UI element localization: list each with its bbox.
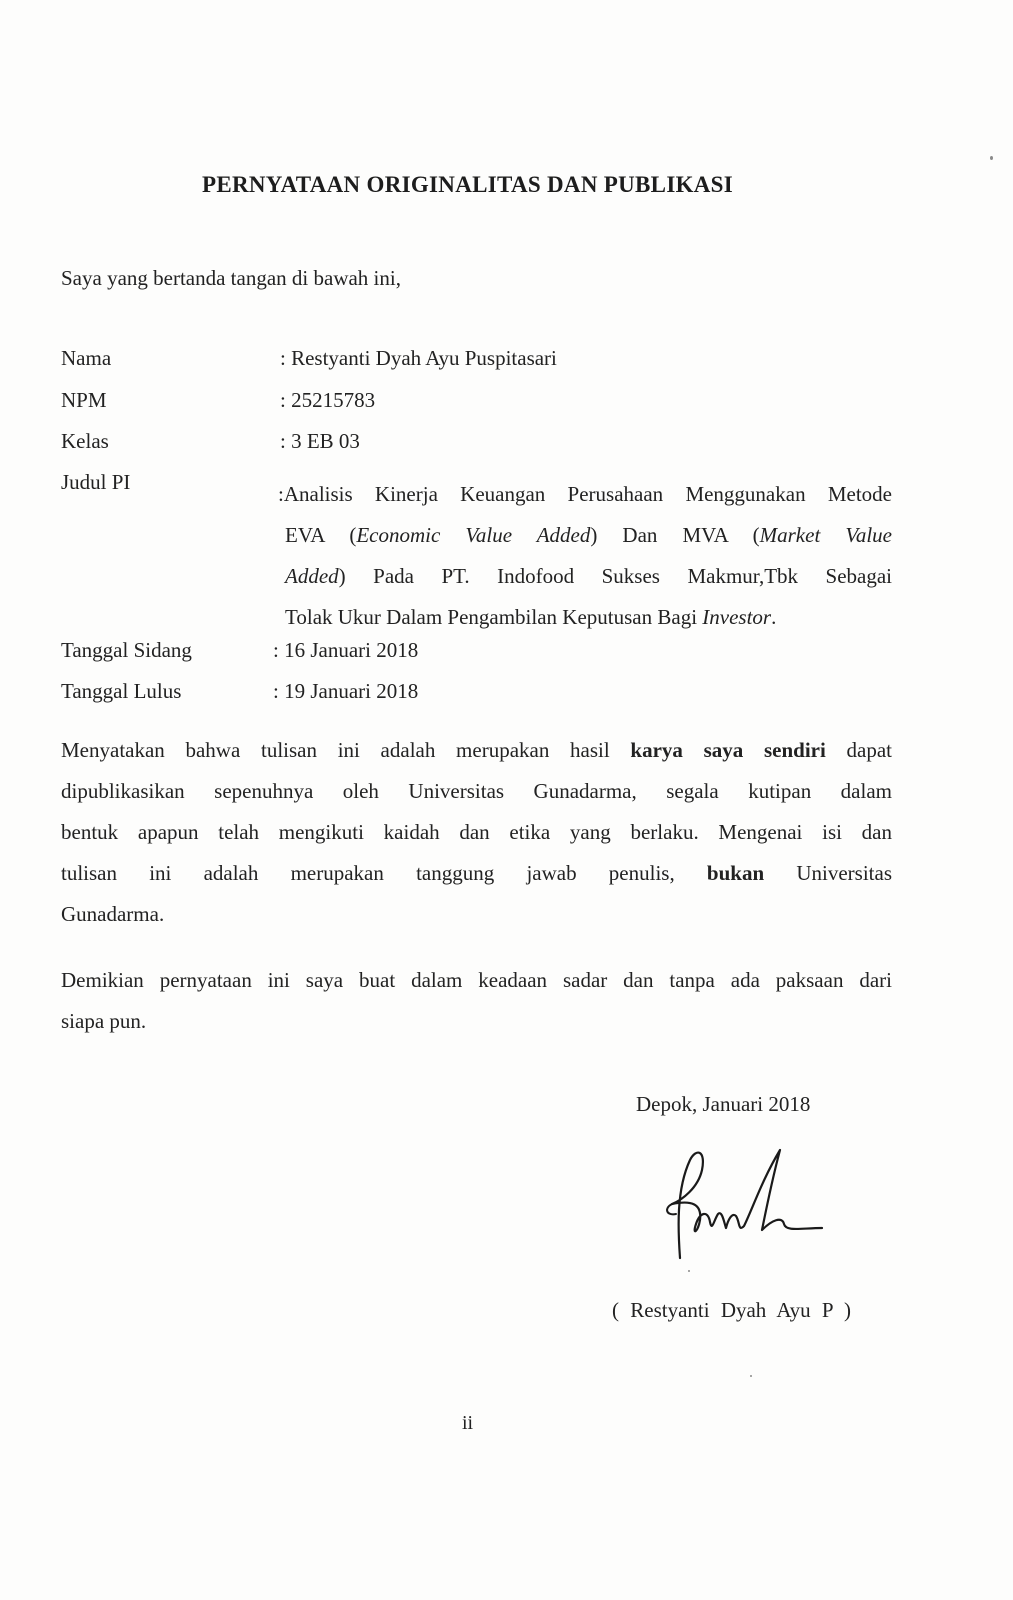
intro-text: Saya yang bertanda tangan di bawah ini,	[61, 266, 401, 290]
field-label-judul: Judul PI	[61, 470, 131, 494]
judul-line-2: EVA (Economic Value Added) Dan MVA (Market Value	[285, 523, 892, 547]
field-label-tanggal-sidang: Tanggal Sidang	[61, 638, 192, 662]
signer-name: ( Restyanti Dyah Ayu P )	[612, 1298, 852, 1322]
field-value-tanggal-lulus: : 19 Januari 2018	[273, 679, 419, 703]
closing-paragraph	[61, 960, 892, 1042]
closing-line-1: Demikian pernyataan ini saya buat dalam keadaan sadar dan tanpa ada paksaan dari	[61, 968, 892, 992]
statement-paragraph	[61, 730, 892, 935]
scan-speck	[750, 1375, 752, 1377]
page-title: PERNYATAAN ORIGINALITAS DAN PUBLIKASI	[201, 172, 734, 197]
closing-line-2: siapa pun.	[61, 1009, 147, 1033]
field-value-kelas: : 3 EB 03	[280, 429, 360, 453]
page-number: ii	[461, 1412, 474, 1434]
statement-line-2: dipublikasikan sepenuhnya oleh Universitas Gunadarma, segala kutipan dalam	[61, 779, 892, 803]
scan-speck	[990, 156, 993, 160]
field-value-judul	[278, 474, 892, 638]
statement-line-1: Menyatakan bahwa tulisan ini adalah merupakan hasil karya saya sendiri dapat	[61, 738, 893, 762]
judul-line-1: :Analisis Kinerja Keuangan Perusahaan Menggunakan Metode	[278, 482, 892, 506]
judul-line-4: Tolak Ukur Dalam Pengambilan Keputusan Bagi Investor.	[285, 605, 777, 629]
statement-line-5: Gunadarma.	[61, 902, 165, 926]
statement-line-4: tulisan ini adalah merupakan tanggung jawab penulis, bukan Universitas	[61, 861, 892, 885]
scan-speck	[688, 1270, 690, 1272]
field-label-kelas: Kelas	[61, 429, 109, 453]
field-value-tanggal-sidang: : 16 Januari 2018	[273, 638, 419, 662]
judul-line-3: Added) Pada PT. Indofood Sukses Makmur,Tbk Sebagai	[285, 564, 892, 588]
field-label-tanggal-lulus: Tanggal Lulus	[61, 679, 182, 703]
field-value-nama: : Restyanti Dyah Ayu Puspitasari	[280, 346, 557, 370]
field-label-npm: NPM	[61, 388, 107, 412]
field-value-npm: : 25215783	[280, 388, 376, 412]
signature-image	[662, 1140, 832, 1260]
statement-line-3: bentuk apapun telah mengikuti kaidah dan etika yang berlaku. Mengenai isi dan	[61, 820, 892, 844]
field-label-nama: Nama	[61, 346, 112, 370]
place-date: Depok, Januari 2018	[636, 1092, 811, 1116]
